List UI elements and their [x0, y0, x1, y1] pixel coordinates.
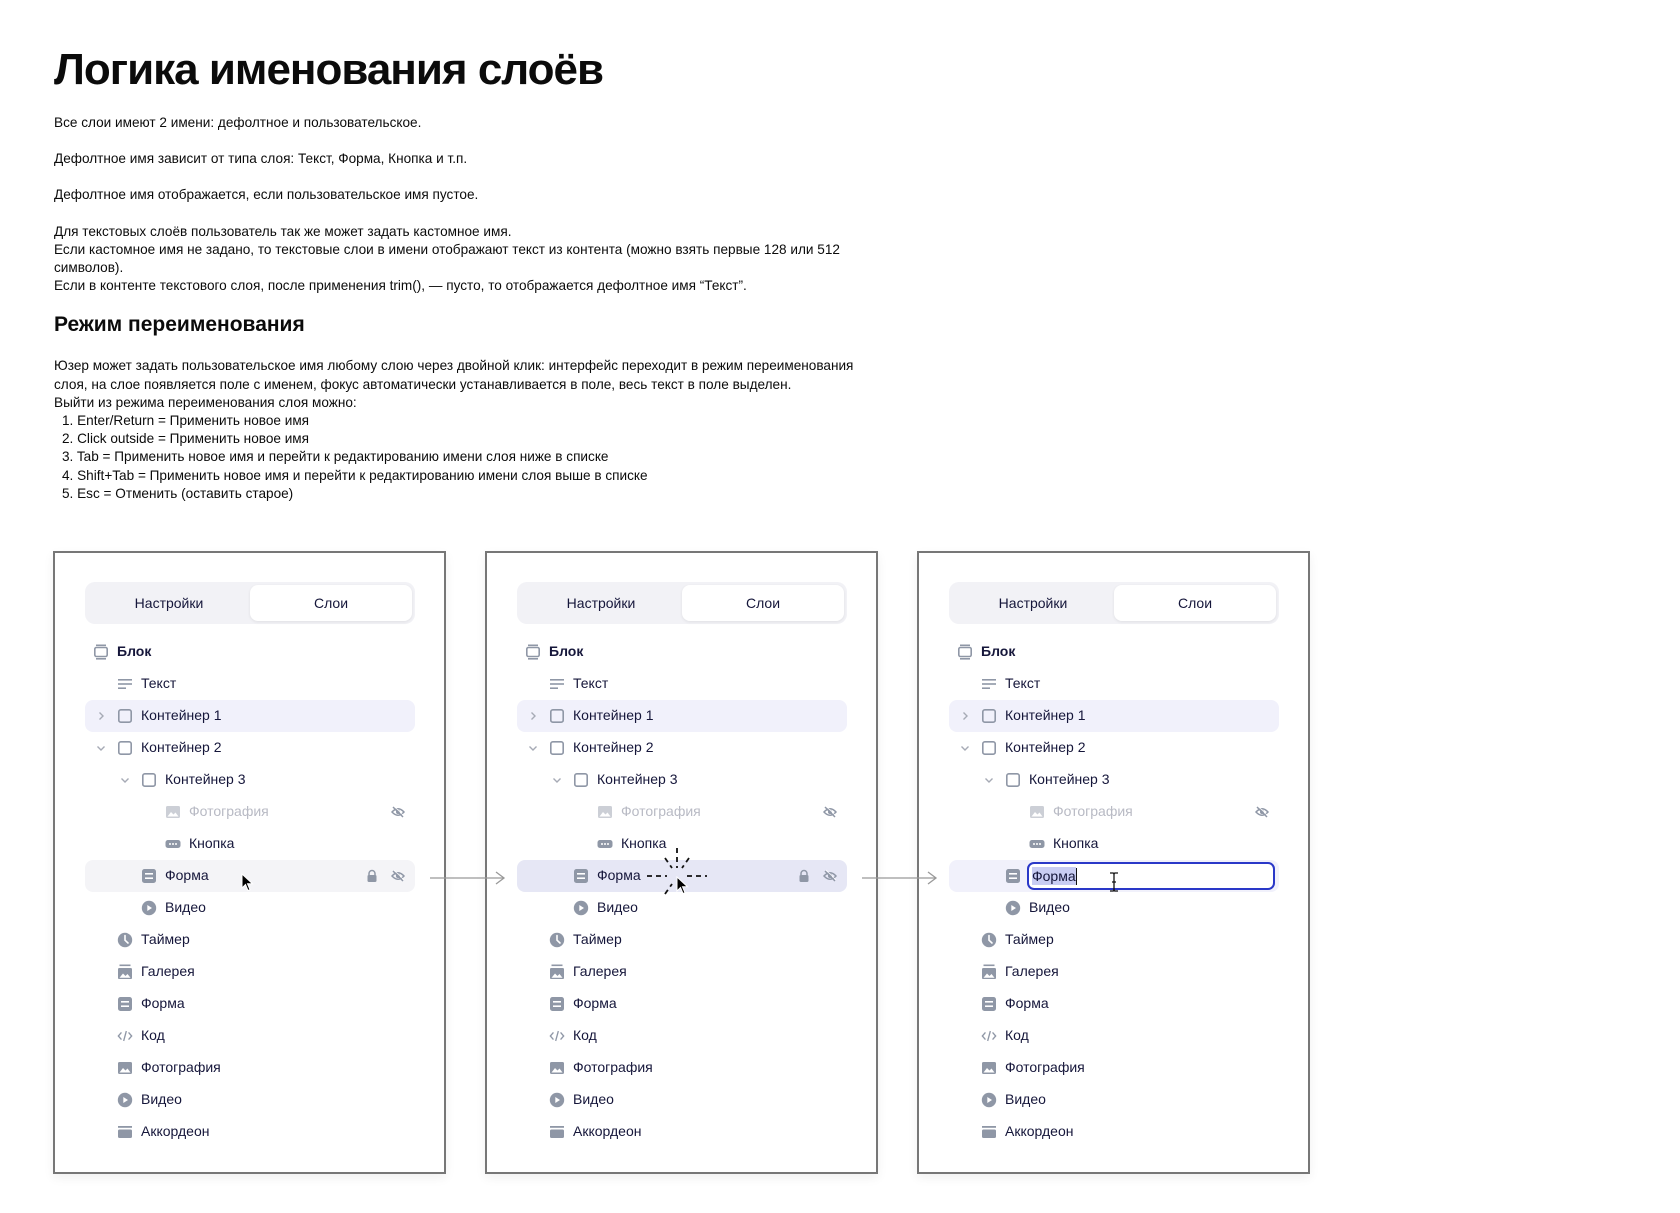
layer-row[interactable]	[85, 700, 415, 732]
layer-label: Фотография	[189, 803, 269, 819]
chevron-down-icon[interactable]	[527, 742, 539, 754]
layer-label: Контейнер 1	[1005, 707, 1086, 723]
chevron-down-icon[interactable]	[551, 774, 563, 786]
layer-row[interactable]	[517, 1084, 847, 1116]
layer-label: Контейнер 1	[141, 707, 222, 723]
layers-panel-rename-state	[917, 551, 1310, 1174]
layer-label: Кнопка	[1053, 835, 1099, 851]
container-icon	[549, 740, 565, 756]
text-icon	[117, 676, 133, 692]
layer-label: Фотография	[621, 803, 701, 819]
text-icon	[981, 676, 997, 692]
form-icon	[981, 996, 997, 1012]
paragraph: Дефолтное имя отображается, если пользовательское имя пустое.	[54, 187, 479, 203]
gallery-icon	[117, 964, 133, 980]
timer-icon	[549, 932, 565, 948]
container-icon	[981, 740, 997, 756]
list-item: 4. Shift+Tab = Применить новое имя и перейти к редактированию имени слоя выше в списке	[62, 467, 648, 483]
tab-switcher	[85, 582, 415, 624]
form-icon	[573, 868, 589, 884]
layer-row[interactable]	[949, 796, 1279, 828]
layer-row[interactable]	[517, 924, 847, 956]
timer-icon	[117, 932, 133, 948]
photo-icon	[597, 804, 613, 820]
layer-row[interactable]	[85, 668, 415, 700]
layer-label: Фотография	[1005, 1059, 1085, 1075]
tab-switcher	[949, 582, 1279, 624]
button-icon	[1029, 836, 1045, 852]
layer-label: Форма	[573, 995, 617, 1011]
layer-label: Текст	[573, 675, 609, 691]
video-icon	[1005, 900, 1021, 916]
tab-settings[interactable]: Настройки	[566, 595, 636, 611]
layer-row[interactable]	[949, 924, 1279, 956]
accordion-icon	[117, 1124, 133, 1140]
layer-label: Текст	[1005, 675, 1041, 691]
layer-label: Контейнер 2	[141, 739, 222, 755]
layer-row[interactable]	[949, 1084, 1279, 1116]
layer-label: Форма	[1005, 995, 1049, 1011]
layer-row[interactable]	[85, 860, 415, 892]
layer-label: Контейнер 2	[1005, 739, 1086, 755]
layers-tree	[517, 636, 847, 1148]
layer-row[interactable]	[85, 764, 415, 796]
text-caret	[1076, 868, 1078, 885]
document	[54, 40, 884, 503]
layer-row[interactable]	[85, 1084, 415, 1116]
layer-row[interactable]	[949, 1116, 1279, 1148]
eye-off-icon[interactable]	[823, 805, 837, 819]
exit-options-list	[54, 412, 884, 503]
layer-label: Кнопка	[189, 835, 235, 851]
layer-row[interactable]	[517, 1052, 847, 1084]
container-icon	[549, 708, 565, 724]
layer-row[interactable]	[85, 924, 415, 956]
layer-row[interactable]	[85, 956, 415, 988]
video-icon	[981, 1092, 997, 1108]
selected-text: Форма	[1032, 868, 1076, 884]
list-item: 5. Esc = Отменить (оставить старое)	[62, 485, 294, 501]
gallery-icon	[549, 964, 565, 980]
layer-label: Код	[141, 1027, 165, 1043]
arrow-right-icon	[430, 871, 506, 885]
arrow-right-icon	[862, 871, 938, 885]
eye-off-icon[interactable]	[391, 805, 405, 819]
layer-row[interactable]	[949, 668, 1279, 700]
layer-row[interactable]	[949, 988, 1279, 1020]
layer-row[interactable]	[517, 796, 847, 828]
form-icon	[549, 996, 565, 1012]
timer-icon	[981, 932, 997, 948]
layer-label: Блок	[549, 643, 584, 659]
layer-row[interactable]	[949, 636, 1279, 668]
layer-label: Кнопка	[621, 835, 667, 851]
form-icon	[141, 868, 157, 884]
layer-row[interactable]	[949, 732, 1279, 764]
layer-row[interactable]	[85, 828, 415, 860]
layer-row[interactable]	[85, 1020, 415, 1052]
form-icon	[117, 996, 133, 1012]
form-icon	[1005, 868, 1021, 884]
layer-label: Аккордеон	[573, 1123, 642, 1139]
layer-row[interactable]	[517, 1116, 847, 1148]
layer-row[interactable]	[517, 700, 847, 732]
layer-label: Таймер	[141, 931, 190, 947]
eye-off-icon[interactable]	[823, 869, 837, 883]
layer-row[interactable]	[517, 892, 847, 924]
paragraph: Все слои имеют 2 имени: дефолтное и пользовательское.	[54, 115, 422, 130]
layer-label: Блок	[981, 643, 1016, 659]
layers-panel-double-click-state	[485, 551, 878, 1174]
layer-label: Таймер	[573, 931, 622, 947]
lock-icon[interactable]	[797, 869, 811, 883]
layer-label: Аккордеон	[1005, 1123, 1074, 1139]
chevron-right-icon[interactable]	[527, 710, 539, 722]
layer-row[interactable]	[949, 828, 1279, 860]
layer-row[interactable]	[85, 1052, 415, 1084]
tab-settings[interactable]: Настройки	[134, 595, 204, 611]
layer-row[interactable]	[949, 700, 1279, 732]
rename-input[interactable]	[1027, 862, 1275, 890]
layer-label: Контейнер 3	[165, 771, 246, 787]
tab-layers[interactable]: Слои	[1114, 585, 1276, 621]
section-heading: Режим переименования	[54, 313, 305, 337]
layer-label: Галерея	[1005, 963, 1059, 979]
layer-label: Фотография	[1053, 803, 1133, 819]
layer-actions	[1255, 805, 1269, 819]
layer-label: Код	[1005, 1027, 1029, 1043]
chevron-down-icon[interactable]	[983, 774, 995, 786]
accordion-icon	[981, 1124, 997, 1140]
layer-row[interactable]	[949, 892, 1279, 924]
layer-actions	[823, 805, 837, 819]
photo-icon	[1029, 804, 1045, 820]
layer-row[interactable]	[85, 892, 415, 924]
layers-tree	[949, 636, 1279, 1148]
layer-label: Контейнер 3	[597, 771, 678, 787]
layer-label: Блок	[117, 643, 152, 659]
layer-row[interactable]	[517, 764, 847, 796]
layer-label: Контейнер 3	[1029, 771, 1110, 787]
layer-label: Форма	[141, 995, 185, 1011]
layer-actions	[797, 869, 837, 883]
code-icon	[117, 1028, 133, 1044]
layer-row[interactable]	[85, 1116, 415, 1148]
layer-label: Форма	[597, 867, 641, 883]
lock-icon[interactable]	[365, 869, 379, 883]
layer-row[interactable]	[85, 988, 415, 1020]
video-icon	[573, 900, 589, 916]
layer-label: Аккордеон	[141, 1123, 210, 1139]
video-icon	[117, 1092, 133, 1108]
tab-settings[interactable]: Настройки	[998, 595, 1068, 611]
block-icon	[525, 644, 541, 660]
layer-row[interactable]	[949, 956, 1279, 988]
paragraph: Если кастомное имя не задано, то текстовые слои в имени отображают текст из контента (можно взять первые 128 или 512 символов).	[54, 241, 840, 276]
page-title: Логика именования слоёв	[54, 45, 604, 94]
paragraph: Дефолтное имя зависит от типа слоя: Текст, Форма, Кнопка и т.п.	[54, 151, 468, 167]
layer-row[interactable]	[949, 1052, 1279, 1084]
tab-switcher	[517, 582, 847, 624]
layer-label: Форма	[165, 867, 209, 883]
list-item: 2. Click outside = Применить новое имя	[62, 431, 310, 447]
layer-row[interactable]	[949, 860, 1279, 892]
layer-row[interactable]	[85, 796, 415, 828]
layer-label: Видео	[165, 899, 206, 915]
paragraph: Если в контенте текстового слоя, после применения trim(), — пусто, то отображается дефолтное имя “Текст”.	[54, 278, 747, 294]
layer-row[interactable]	[85, 636, 415, 668]
chevron-right-icon[interactable]	[95, 710, 107, 722]
accordion-icon	[549, 1124, 565, 1140]
layer-label: Текст	[141, 675, 177, 691]
layer-label: Видео	[141, 1091, 182, 1107]
tab-layers[interactable]: Слои	[682, 585, 844, 621]
layer-label: Галерея	[141, 963, 195, 979]
photo-icon	[549, 1060, 565, 1076]
layer-actions	[391, 805, 405, 819]
block-icon	[93, 644, 109, 660]
list-item: 3. Tab = Применить новое имя и перейти к редактированию имени слоя ниже в списке	[62, 449, 609, 465]
layer-label: Видео	[597, 899, 638, 915]
container-icon	[1005, 772, 1021, 788]
container-icon	[117, 708, 133, 724]
paragraph: Юзер может задать пользовательское имя любому слою через двойной клик: интерфейс переходит в режим переименования слоя, на слое появляется поле с именем, фокус автоматически устанавливается в поле, весь текст в поле выделен.	[54, 358, 854, 392]
video-icon	[549, 1092, 565, 1108]
layer-row[interactable]	[949, 764, 1279, 796]
layer-label: Фотография	[573, 1059, 653, 1075]
container-icon	[141, 772, 157, 788]
layer-label: Видео	[1005, 1091, 1046, 1107]
button-icon	[165, 836, 181, 852]
code-icon	[549, 1028, 565, 1044]
layer-row[interactable]	[517, 636, 847, 668]
layer-actions	[365, 869, 405, 883]
layer-row[interactable]	[517, 732, 847, 764]
photo-icon	[981, 1060, 997, 1076]
eye-off-icon[interactable]	[1255, 805, 1269, 819]
layer-label: Контейнер 2	[573, 739, 654, 755]
layer-row[interactable]	[85, 732, 415, 764]
chevron-down-icon[interactable]	[95, 742, 107, 754]
video-icon	[141, 900, 157, 916]
layer-row[interactable]	[517, 1020, 847, 1052]
chevron-right-icon[interactable]	[959, 710, 971, 722]
chevron-down-icon[interactable]	[959, 742, 971, 754]
container-icon	[117, 740, 133, 756]
layer-row[interactable]	[517, 668, 847, 700]
layer-row[interactable]	[517, 988, 847, 1020]
container-icon	[981, 708, 997, 724]
button-icon	[597, 836, 613, 852]
layer-label: Таймер	[1005, 931, 1054, 947]
layer-label: Контейнер 1	[573, 707, 654, 723]
chevron-down-icon[interactable]	[119, 774, 131, 786]
list-item: 1. Enter/Return = Применить новое имя	[62, 413, 310, 429]
paragraph: Выйти из режима переименования слоя можно:	[54, 394, 357, 410]
tab-layers[interactable]: Слои	[250, 585, 412, 621]
photo-icon	[165, 804, 181, 820]
layer-label: Галерея	[573, 963, 627, 979]
layer-label: Код	[573, 1027, 597, 1043]
layer-label: Фотография	[141, 1059, 221, 1075]
layer-row[interactable]	[517, 860, 847, 892]
gallery-icon	[981, 964, 997, 980]
text-icon	[549, 676, 565, 692]
container-icon	[573, 772, 589, 788]
code-icon	[981, 1028, 997, 1044]
photo-icon	[117, 1060, 133, 1076]
layer-row[interactable]	[517, 956, 847, 988]
layer-label: Видео	[1029, 899, 1070, 915]
layers-panel-hover-state	[53, 551, 446, 1174]
eye-off-icon[interactable]	[391, 869, 405, 883]
paragraph: Для текстовых слоёв пользователь так же может задать кастомное имя.	[54, 223, 512, 239]
layer-label: Видео	[573, 1091, 614, 1107]
layer-row[interactable]	[949, 1020, 1279, 1052]
layers-tree	[85, 636, 415, 1148]
block-icon	[957, 644, 973, 660]
